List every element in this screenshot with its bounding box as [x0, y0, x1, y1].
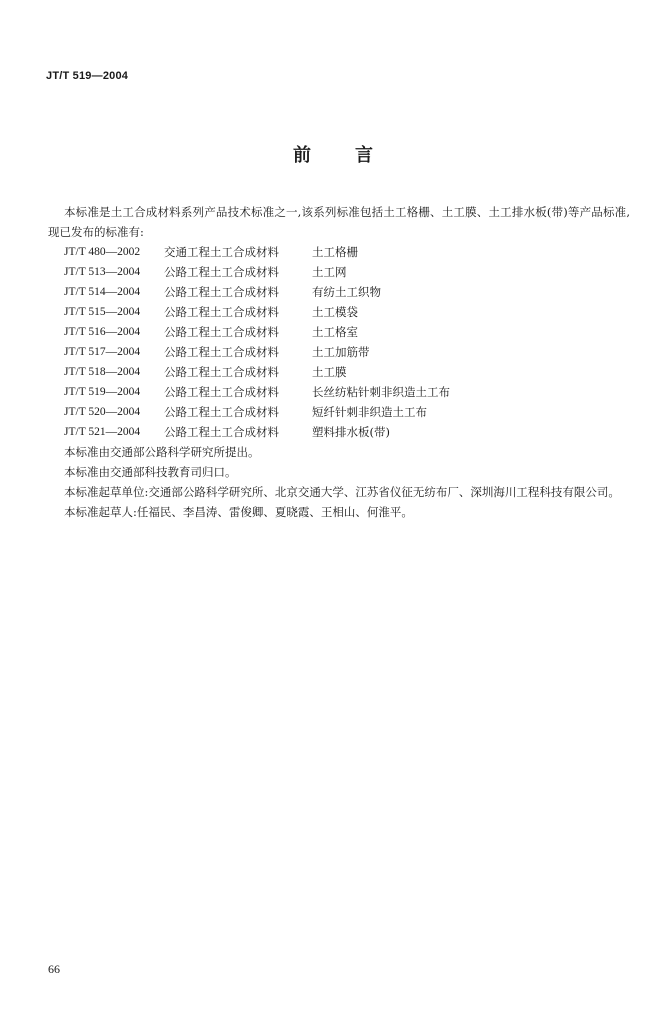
table-row [64, 242, 450, 262]
standard-category: 公路工程土工合成材料 [164, 405, 279, 419]
page-number: 66 [48, 962, 60, 976]
standard-category: 公路工程土工合成材料 [164, 265, 279, 279]
document-body [48, 202, 630, 522]
standard-category: 公路工程土工合成材料 [164, 325, 279, 339]
standard-category: 公路工程土工合成材料 [164, 285, 279, 299]
standard-category: 公路工程土工合成材料 [164, 425, 279, 439]
standard-name: 短纤针刺非织造土工布 [312, 405, 427, 419]
standard-name: 土工加筋带 [312, 345, 370, 359]
standard-name: 有纺土工织物 [312, 285, 381, 299]
drafting-units-statement: 本标准起草单位:交通部公路科学研究所、北京交通大学、江苏省仪征无纺布厂、深圳海川工程科技有限公司。 [64, 485, 620, 499]
standard-code: JT/T 513—2004 [64, 266, 141, 278]
page-title: 前言 [293, 145, 417, 166]
standard-name: 塑料排水板(带) [312, 425, 390, 439]
standard-name: 土工格栅 [312, 245, 358, 259]
standard-code: JT/T 516—2004 [64, 326, 141, 338]
standard-category: 公路工程土工合成材料 [164, 305, 279, 319]
table-row [64, 402, 450, 422]
standard-name: 长丝纺粘针刺非织造土工布 [312, 385, 450, 399]
standard-code: JT/T 518—2004 [64, 366, 141, 378]
standard-code: JT/T 480—2002 [64, 246, 141, 258]
table-row [64, 282, 450, 302]
standard-code: JT/T 520—2004 [64, 406, 141, 418]
intro-paragraph: 本标准是土工合成材料系列产品技术标准之一,该系列标准包括土工格栅、土工膜、土工排水板(带)等产品标准,现已发布的标准有: [48, 205, 630, 239]
standard-category: 交通工程土工合成材料 [164, 245, 279, 259]
table-row [64, 422, 450, 442]
table-row [64, 322, 450, 342]
document-code: JT/T 519—2004 [46, 70, 129, 82]
standard-code: JT/T 514—2004 [64, 286, 141, 298]
standard-name: 土工膜 [312, 365, 347, 379]
standard-code: JT/T 521—2004 [64, 426, 141, 438]
standard-name: 土工模袋 [312, 305, 358, 319]
standards-list [64, 242, 450, 442]
standard-code: JT/T 515—2004 [64, 306, 141, 318]
managed-by-statement: 本标准由交通部科技教育司归口。 [64, 465, 237, 479]
proposed-by-statement: 本标准由交通部公路科学研究所提出。 [64, 445, 260, 459]
standard-code: JT/T 517—2004 [64, 346, 141, 358]
table-row [64, 382, 450, 402]
table-row [64, 302, 450, 322]
drafters-statement: 本标准起草人:任福民、李昌涛、雷俊卿、夏晓霞、王相山、何淮平。 [64, 505, 413, 519]
standard-name: 土工格室 [312, 325, 358, 339]
table-row [64, 342, 450, 362]
standard-category: 公路工程土工合成材料 [164, 365, 279, 379]
standard-category: 公路工程土工合成材料 [164, 345, 279, 359]
standard-category: 公路工程土工合成材料 [164, 385, 279, 399]
standard-name: 土工网 [312, 265, 347, 279]
table-row [64, 262, 450, 282]
standard-code: JT/T 519—2004 [64, 386, 141, 398]
table-row [64, 362, 450, 382]
